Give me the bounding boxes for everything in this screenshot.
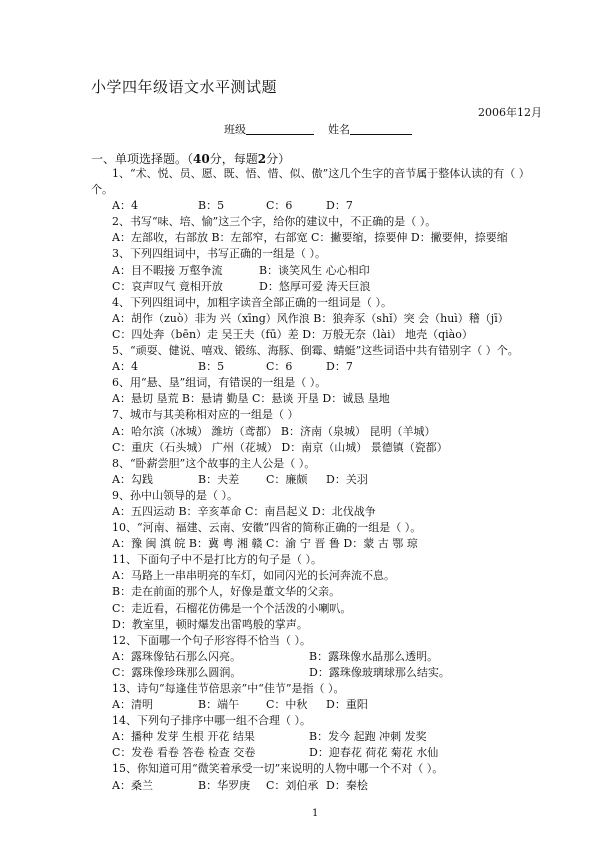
option-text: D：7: [326, 360, 353, 374]
option-text: D：关羽: [326, 472, 368, 486]
option-line: [91, 198, 561, 214]
option-line: [91, 279, 561, 295]
option-text: C：哀声叹气 竟相开放: [112, 279, 223, 293]
option-line: [91, 729, 561, 745]
option-text: C：四处奔（bēn）走 吴王夫（fū）差 D：万般无奈（lài） 地壳（qiào）: [112, 327, 473, 341]
option-line: [91, 391, 561, 407]
question-line: [91, 761, 561, 777]
question-text: 10、“河南、福建、云南、安徽”四省的简称正确的一组是（ ）。: [112, 521, 422, 535]
question-line: [91, 295, 561, 311]
option-line: [91, 263, 561, 279]
option-text: C：重庆（石头城） 广州（花城） D：南京（山城） 景德镇（瓷都）: [112, 440, 448, 454]
option-line: [91, 424, 561, 440]
option-text: D：教室里，顿时爆发出雷鸣般的掌声。: [112, 617, 308, 631]
option-text: A：目不暇接 万壑争流: [112, 263, 223, 277]
option-text: A：左部收，右部放 B：左部窄，右部宽 C：撇要缩，捺要伸 D：撇要伸，捺要缩: [112, 231, 508, 245]
option-text: B：端午: [198, 698, 240, 712]
question-list: [91, 166, 561, 794]
option-text: A：勾践: [112, 472, 153, 486]
option-line: [91, 617, 561, 633]
option-text: C：发卷 看卷 答卷 检查 交卷: [112, 746, 256, 760]
question-text: 4、下列四组词中，加粗字读音全部正确的一组词是（ ）。: [112, 295, 392, 309]
question-line: [91, 407, 561, 423]
option-text: C：6: [266, 199, 293, 213]
question-text: 9、孙中山领导的是（ ）。: [112, 488, 238, 502]
question-line: [91, 713, 561, 729]
option-line: [91, 665, 561, 681]
name-blank[interactable]: [350, 134, 412, 135]
option-text: D：7: [326, 199, 353, 213]
question-text: 3、下列四组词中，书写正确的一组是（ ）。: [112, 247, 326, 261]
option-text: A：露珠像钻石那么闪亮。: [112, 649, 241, 663]
class-blank[interactable]: [246, 134, 314, 135]
page-title: 小学四年级语文水平测试题: [91, 78, 278, 96]
option-text: C：6: [266, 360, 293, 374]
question-text: 14、下列句子排序中哪一组不合理（ ）。: [112, 714, 311, 728]
question-text: 13、诗句“每逢佳节倍思亲”中“佳节”是指（ ）。: [112, 682, 345, 695]
student-info-row: [224, 124, 412, 135]
option-line: [91, 230, 561, 246]
option-text: C：廉颇: [266, 472, 308, 486]
page-number: 1: [312, 808, 319, 819]
option-text: D：悠厚可爱 涛天巨浪: [259, 279, 371, 293]
option-line: [91, 536, 561, 552]
option-text: A：播种 发芽 生根 开花 结果: [112, 730, 255, 744]
option-text: D：迎春花 荷花 菊花 水仙: [309, 746, 439, 760]
question-line: [91, 182, 561, 198]
option-line: [91, 745, 561, 761]
option-text: C：走近看，石榴花仿佛是一个个活泼的小喇叭。: [112, 601, 352, 615]
question-line: [91, 520, 561, 536]
option-text: B：夫差: [198, 472, 240, 486]
section-title: 一、单项选择题。（40分，每题2分）: [91, 152, 291, 166]
option-text: A：4: [112, 360, 138, 374]
option-line: [91, 601, 561, 617]
option-line: [91, 568, 561, 584]
option-text: A：4: [112, 199, 138, 213]
question-line: [91, 343, 561, 359]
option-line: [91, 327, 561, 343]
question-line: [91, 214, 561, 230]
option-line: [91, 359, 561, 375]
question-line: [91, 552, 561, 568]
option-text: A：胡作（zuò）非为 兴（xīng）风作浪 B：狼奔豕（shǐ）突 会（huì）稽（jī）: [112, 311, 509, 325]
option-text: A：清明: [112, 698, 153, 712]
question-line: [91, 633, 561, 649]
exam-date: 2006年12月: [478, 106, 542, 119]
option-text: D：重阳: [326, 698, 368, 712]
option-text: A：悬切 垦荒 B：悬请 勤垦 C：悬谈 开垦 D：诚恳 垦地: [112, 392, 390, 406]
option-line: [91, 697, 561, 713]
question-text: 6、用“悬、垦”组词，有错误的一组是（ ）。: [112, 376, 327, 390]
class-label: 班级: [224, 123, 246, 136]
name-label: 姓名: [328, 123, 350, 136]
question-text: 1、“术、悦、员、愿、既、悟、惜、似、傲”这几个生字的音节属于整体认读的有（ ）: [112, 167, 530, 180]
question-line: [91, 166, 561, 182]
question-line: [91, 456, 561, 472]
question-line: [91, 488, 561, 504]
option-text: B：5: [198, 199, 225, 213]
question-line: [91, 681, 561, 697]
option-text: D：秦桧: [326, 778, 368, 792]
option-text: C：刘伯承: [266, 778, 319, 792]
option-text: D：露珠像玻璃球那么结实。: [309, 665, 450, 679]
option-text: B：5: [198, 360, 225, 374]
option-line: [91, 472, 561, 488]
question-text: 12、下面哪一个句子形容得不恰当（ ）。: [112, 633, 311, 647]
question-text: 15、你知道可用“微笑着承受一切”来说明的人物中哪一个不对（ ）。: [112, 762, 444, 776]
question-text: 7、城市与其美称相对应的一组是（ ）: [112, 408, 299, 422]
option-text: A：五四运动 B：辛亥革命 C：南昌起义 D：北伐战争: [112, 504, 376, 518]
question-line: [91, 246, 561, 262]
option-line: [91, 649, 561, 665]
option-text: A：哈尔滨（冰城） 潍坊（鸢都） B：济南（泉城） 昆明（羊城）: [112, 424, 436, 438]
option-text: A：豫 闽 滇 皖 B：冀 粤 湘 赣 C：渝 宁 晋 鲁 D：蒙 古 鄂 琼: [112, 537, 418, 551]
option-text: B：谈笑风生 心心相印: [259, 263, 370, 277]
question-text: 5、“顽耍、健说、嘻戏、锻练、海豚、倒霉、蜻蜓”这些词语中共有错别字（ ）个。: [112, 344, 519, 358]
option-text: A：桑兰: [112, 778, 153, 792]
option-text: C：露珠像珍珠那么圆润。: [112, 665, 242, 679]
option-text: B：华罗庚: [198, 778, 251, 792]
option-text: B：走在前面的那个人，好像是董文华的父亲。: [112, 585, 341, 599]
question-text: 8、“卧薪尝胆”这个故事的主人公是（ ）。: [112, 456, 316, 470]
option-text: C：中秋: [266, 698, 308, 712]
option-text: B：露珠像水晶那么透明。: [309, 649, 439, 663]
question-text: 11、下面句子中不是打比方的句子是（ ）。: [112, 553, 322, 567]
option-line: [91, 440, 561, 456]
question-line: [91, 375, 561, 391]
option-line: [91, 778, 561, 794]
option-line: [91, 584, 561, 600]
question-text: 个。: [91, 183, 113, 197]
option-text: B：发今 起跑 冲刺 发奖: [309, 730, 427, 744]
option-line: [91, 311, 561, 327]
option-text: A：马路上一串串明亮的车灯，如同闪光的长河奔流不息。: [112, 569, 395, 583]
question-text: 2、书写“味、培、愉”这三个字，给你的建议中，不正确的是（ ）。: [112, 215, 437, 229]
option-line: [91, 504, 561, 520]
